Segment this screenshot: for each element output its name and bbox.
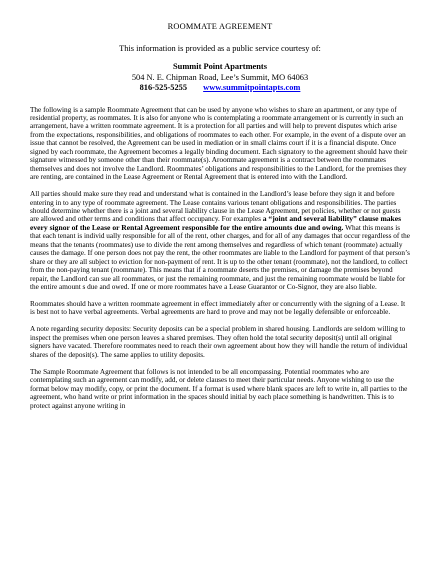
paragraph-lease-text-start: All parties should make sure they read and understand what is contained in the Landlord’s lease before they sign it and before entering in to any type of roommate agreement. The Lease contains various tenant obligations and responsibilities. The parties should determine whether there is a joint and several liability clause in the Lease Agreement, pet policies, whether or not guests are allowed and other terms and conditions that affect occupancy. For examples	[30, 190, 401, 224]
joint-liability-emphasis: a “joint and several liability” clause makes every signor of the Lease or Rental Agreement responsible for the entire amounts due and owing.	[30, 214, 402, 232]
paragraph-sample-agreement: The Sample Roommate Agreement that follows is not intended to be all encompassing. Potential roommates who are contemplating such an agreement can modify, add, or delete clauses to meet their particular needs. Anyone wishing to use the format below may modify, copy, or print the document. If a format is used where blank spaces are left to write in, all parties to the agreement, who hand write or print information in the spaces should initial by each place something is handwritten. This is to protect against anyone writing in	[30, 367, 408, 410]
paragraph-security-deposits: A note regarding security deposits: Security deposits can be a special problem in shared housing. Landlords are seldom willing to inspect the premises when one person leaves a shared premises. They often hold the total security deposit(s) until all original signers have vacated. Therefore roommates need to reach their own agreement about how they will handle the return of individual shares of the deposit(s). The same applies to utility deposits.	[30, 325, 408, 359]
website-link[interactable]: www.summitpointapts.com	[203, 83, 301, 92]
paragraph-intro: The following is a sample Roommate Agreement that can be used by anyone who wishes to share an apartment, or any type of residential property, as roommates. It is also for anyone who is contemplating a roommate arrangement or is currently in such an arrangement, have a written roommate agreement. It is a protection for all parties and will help to prevent disputes which arise from the expectations, responsibilities, and obligations of roommates to each other. For example, in the event of a dispute over an issue that cannot be resolved, the Agreement can be used in mediation or in small claims court if it is a financial dispute. Once signed by each roommate, the Agreement becomes a legally binding document. Each signatory to the agreement should have their signature witnessed by someone other than their roommate(s). Aroommate agreement is a contract between the roommates themselves and does not involve the Landlord. Roommates’ obligations and responsibilities to the Landlord, for the premises they are renting, are contained in the Lease Agreement or Rental Agreement that is entered into with the Landlord.	[30, 105, 408, 182]
phone-number: 816-525-5255	[139, 83, 188, 92]
company-name: Summit Point Apartments	[173, 62, 267, 71]
contact-line	[30, 83, 410, 94]
document-title: ROOMMATE AGREEMENT	[167, 22, 273, 31]
paragraph-lease-liability	[30, 190, 410, 291]
paragraph-lease-text-end: What this means is that each tenant is individ ually responsible for all of the rent, other charges, and for all of any damages that occur regardless of the means that the tenants (roommates) use to divide the rent among themselves and regardless of which tenant (roommate) actually causes the damage. If one person does not pay the rent, the other roommates are liable to the Landlord for payment of that person’s share or they are all subject to eviction for non-payment of rent. It is up to the other tenant (roommate), not the landlord, to collect from the non-paying tenant (roommate). This means that if a roommate deserts the premises, or damage the premises beyond repair, the Landlord can sue all roommates, or just the remaining roommate, and just the remaining roommate would be liable for the entire amount s due and owed. If one or more roommates have a Lease Guarantor or Co-Signor, they are also liable.	[30, 223, 410, 292]
courtesy-line: This information is provided as a public service courtesy of:	[119, 44, 321, 53]
paragraph-written-agreement: Roommates should have a written roommate agreement in effect immediately after or concurrently with the signing of a Lease. It is best not to have verbal agreements. Verbal agreements are hard to prove and may not be legally defensible or enforceable.	[30, 300, 406, 317]
company-address: 504 N. E. Chipman Road, Lee’s Summit, MO 64063	[131, 72, 309, 82]
